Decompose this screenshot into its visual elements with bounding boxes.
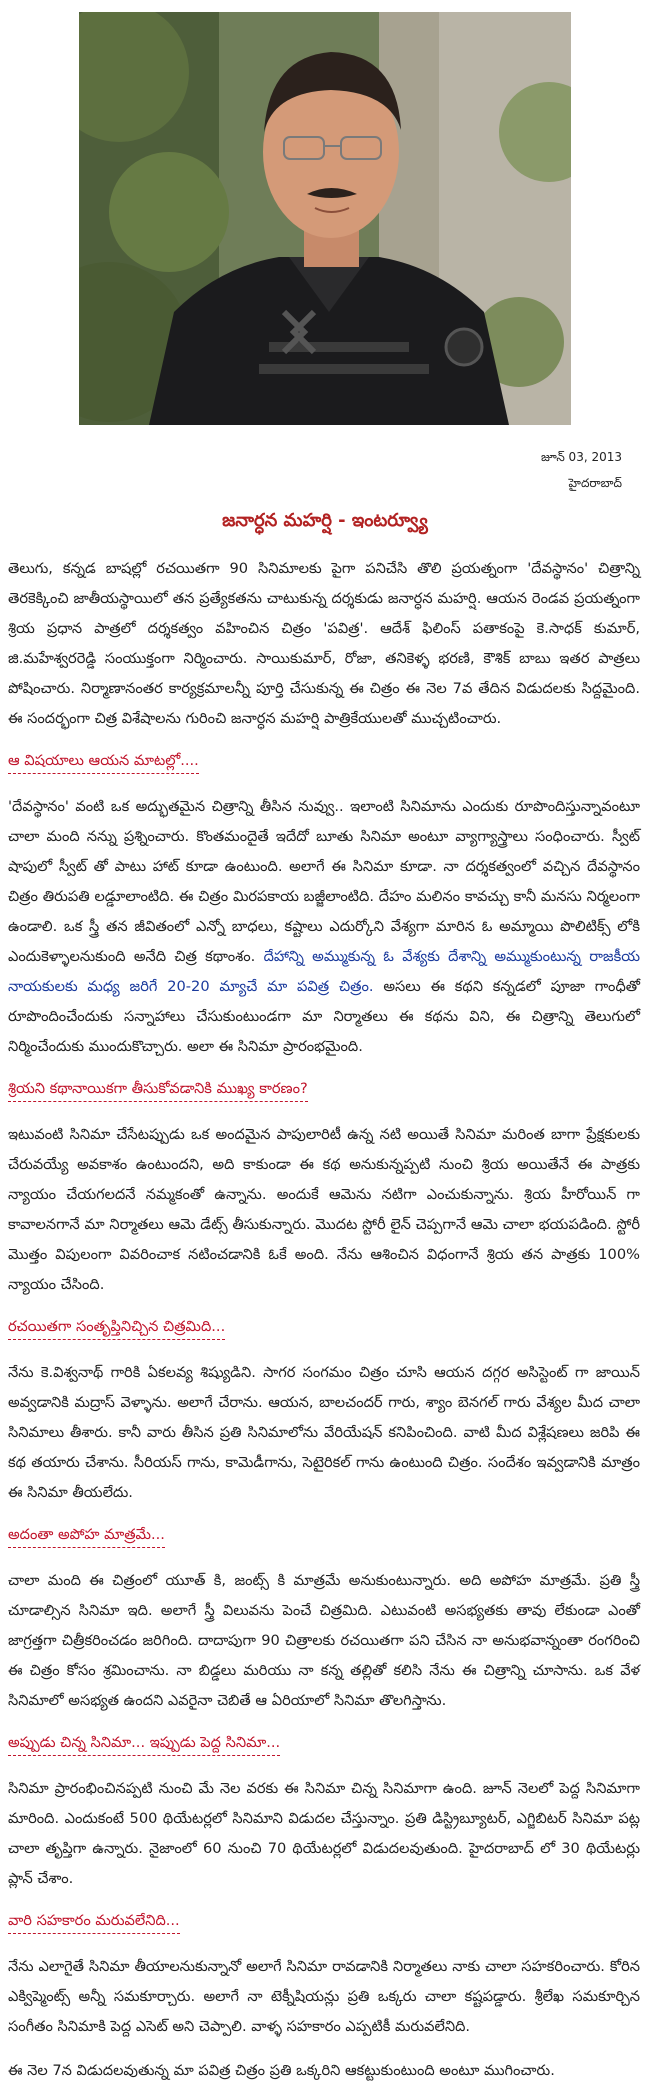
section-tail: అసలు ఈ కథని కన్నడలో పూజా గాంధీతో రూపొందించేందుకు సన్నాహాలు చేసుకుంటుండగా మా నిర్మాతలు ఈ కథను విని, ఈ చిత్రాన్ని తెలుగులో నిర్మించేందుకు ముందుకొచ్చారు. అలా ఈ సినిమా ప్రారంభమైంది.	[8, 978, 640, 1055]
heading-his-words: ఆ విషయాలు ఆయన మాటల్లో....	[8, 750, 199, 774]
heading-shriya-reason: శ్రియని కథానాయికగా తీసుకోవడానికి ముఖ్య కారణం?	[8, 1078, 308, 1102]
closing-paragraph: ఈ నెల 7న విడుదలవుతున్న మా పవిత్ర చిత్రం ప్రతి ఒక్కరిని ఆకట్టుకుంటుంది అంటూ ముగించారు.	[8, 2062, 555, 2079]
article-meta	[541, 444, 622, 496]
section-text: 'దేవస్థానం' వంటి ఒక అద్భుతమైన చిత్రాన్ని తీసిన నువ్వు.. ఇలాంటి సినిమాను ఎందుకు రూపొందిస్తున్నావంటూ చాలా మంది నన్ను ప్రశ్నించారు. కొంతమందైతే ఇదేదో బూతు సినిమా అంటూ వ్యాగ్యాస్త్రాలు సంధించారు. స్వీట్ షాపులో స్వీట్ తో పాటు హాట్ కూడా ఉంటుంది. అలాగే ఈ సినిమా కూడా. నా దర్శకత్వంలో వచ్చిన దేవస్థానం చిత్రం తిరుపతి లడ్డూలాంటిది. ఈ చిత్రం మిరపకాయ బజ్జీలాంటిది. దేహం మలినం కావచ్చు కానీ మనసు నిర్మలంగా ఉండాలి. ఒక స్త్రీ తన జీవితంలో ఎన్నో బాధలు, కష్టాలు ఎదుర్కోని వేశ్యగా మారిన ఓ అమ్మాయి పొలిటిక్స్ లోకి ఎందుకెళ్ళాలనుకుంది అనేది చిత్ర కథాంశం.	[8, 798, 640, 965]
heading-misconception: అదంతా అపోహ మాత్రమే...	[8, 1524, 165, 1548]
article-photo	[79, 12, 571, 425]
section-paragraph: నేను కె.విశ్వనాథ్ గారికి ఏకలవ్య శిష్యుడిని. సాగర సంగమం చిత్రం చూసి ఆయన దగ్గర అసిస్టెంట్ గా జాయిన్ అవ్వడానికి మద్రాస్ వెళ్ళాను. అలాగే చేరాను. ఆయన, బాలచందర్ గారు, శ్యాం బెనగల్ గారు వేశ్యల మీద చాలా సినిమాలు తీశారు. కానీ వారు తీసిన ప్రతి సినిమాలోను వేరియేషన్ కనిపించింది. వాటి మీద విశ్లేషణలు జరిపి ఈ కథ తయారు చేశాను. సీరియస్ గాను, కామెడీగాను, సెటైరికల్ గాను ఉంటుంది చిత్రం. సందేశం ఇవ్వడానికి మాత్రం ఈ సినిమా తీయలేదు.	[8, 1364, 640, 1501]
section-paragraph: ఇటువంటి సినిమా చేసేటప్పుడు ఒక అందమైన పాపులారిటీ ఉన్న నటి అయితే సినిమా మరింత బాగా ప్రేక్షకులకు చేరువయ్యే అవకాశం ఉంటుందని, అది కాకుండా ఈ కథ అనుకున్నప్పటి నుంచి శ్రియ అయితేనే ఈ పాత్రకు న్యాయం చేయగలదనే నమ్మకంతో ఉన్నాను. అందుకే ఆమెను నటిగా ఎంచుకున్నాను. శ్రియ హీరోయిన్ గా కావాలనగానే మా నిర్మాతలు ఆమె డేట్స్ తీసుకున్నారు. మొదట స్టోరీ లైన్ చెప్పగానే ఆమె చాలా భయపడింది. స్టోరీ మొత్తం విపులంగా వివరించాక నటించడానికి ఓకే అంది. నేను ఆశించిన విధంగానే శ్రియ తన పాత్రకు 100% న్యాయం చేసింది.	[8, 1126, 640, 1293]
heading-their-support: వారి సహకారం మరువలేనిది...	[8, 1910, 180, 1934]
intro-paragraph: తెలుగు, కన్నడ బాషల్లో రచయితగా 90 సినిమాలకు పైగా పనిచేసి తొలి ప్రయత్నంగా 'దేవస్థానం' చిత్రాన్ని తెరకెక్కించి జాతీయస్థాయిలో తన ప్రత్యేకతను చాటుకున్న దర్శకుడు జనార్ధన మహర్షి. ఆయన రెండవ ప్రయత్నంగా శ్రియ ప్రధాన పాత్రలో దర్శకత్వం వహించిన చిత్రం 'పవిత్ర'. ఆదేశ్ ఫిలింస్ పతాకంపై కె.సాధక్ కుమార్, జి.మహేశ్వరరెడ్డి సంయుక్తంగా నిర్మించారు. సాయికుమార్, రోజా, తనికెళ్ళ భరణి, కౌశిక్ బాబు ఇతర పాత్రలు పోషించారు. నిర్మాణానంతర కార్యక్రమాలన్నీ పూర్తి చేసుకున్న ఈ చిత్రం ఈ నెల 7వ తేదిన విడుదలకు సిద్దమైంది. ఈ సందర్భంగా చిత్ర విశేషాలను గురించి జనార్ధన మహర్షి పాత్రికేయులతో ముచ్చటించారు.	[8, 560, 640, 727]
article-body	[8, 554, 640, 2100]
article-date: జూన్ 03, 2013	[540, 450, 622, 464]
section-paragraph: నేను ఎలాగైతే సినిమా తీయాలనుకున్నానో అలాగే సినిమా రావడానికి నిర్మాతలు నాకు చాలా సహకరించారు. కోరిన ఎక్విప్మెంట్స్ అన్నీ సమకూర్చారు. అలాగే నా టెక్నీషియన్లు ప్రతి ఒక్కరు చాలా కష్టపడ్డారు. శ్రీలేఖ సమకూర్చిన సంగీతం సినిమాకి పెద్ద ఎసెట్ అని చెప్పాలి. వాళ్ళ సహకారం ఎప్పటికీ మరువలేనిది.	[8, 1958, 640, 2035]
article-title: జనార్ధన మహర్షి - ఇంటర్వ్యూ	[222, 510, 428, 531]
section-paragraph: సినిమా ప్రారంభించినప్పటి నుంచి మే నెల వరకు ఈ సినిమా చిన్న సినిమాగా ఉంది. జూన్ నెలలో పెద్ద సినిమాగా మారింది. ఎందుకంటే 500 థియేటర్లలో సినిమాని విడుదల చేస్తున్నాం. ప్రతి డిస్ట్రిబ్యూటర్, ఎగ్జిబిటర్ సినిమా పట్ల చాలా తృప్తిగా ఉన్నారు. నైజాంలో 60 నుంచి 70 థియేటర్లలో విడుదలవుతుంది. హైదరాబాద్ లో 30 థియేటర్లు ప్లాన్ చేశాం.	[8, 1780, 640, 1887]
highlight-text: దేహాన్ని అమ్ముకున్న ఓ వేశ్యకు దేశాన్ని అమ్ముకుంటున్న రాజకీయ నాయకులకు మధ్య జరిగే 20-20 మ్యాచే మా పవిత్ర చిత్రం.	[8, 948, 640, 995]
article-place: హైదరాబాద్	[568, 476, 622, 490]
section-paragraph	[8, 792, 640, 1062]
heading-small-big-film: అప్పుడు చిన్న సినిమా... ఇప్పుడు పెద్ద సినిమా...	[8, 1732, 280, 1756]
section-paragraph: చాలా మంది ఈ చిత్రంలో యూత్ కి, జంట్స్ కి మాత్రమే అనుకుంటున్నారు. అది అపోహ మాత్రమే. ప్రతి స్త్రీ చూడాల్సిన సినిమా ఇది. అలాగే స్త్రీ విలువను పెంచే చిత్రమిది. ఎటువంటి అసభ్యతకు తావు లేకుండా ఎంతో జాగ్రత్తగా చిత్రీకరించడం జరిగింది. దాదాపుగా 90 చిత్రాలకు రచయితగా పని చేసిన నా అనుభవాన్నంతా రంగరించి ఈ చిత్రం కోసం శ్రమించాను. నా బిడ్డలు మరియు నా కన్న తల్లితో కలిసి నేను ఈ చిత్రాన్ని చూసాను. ఒక వేళ సినిమాలో అసభ్యత ఉందని ఎవరైనా చెబితే ఆ ఏరియాలో సినిమా తొలగిస్తాను.	[8, 1572, 640, 1709]
heading-writer-satisfaction: రచయితగా సంతృప్తినిచ్చిన చిత్రమిది...	[8, 1316, 225, 1340]
